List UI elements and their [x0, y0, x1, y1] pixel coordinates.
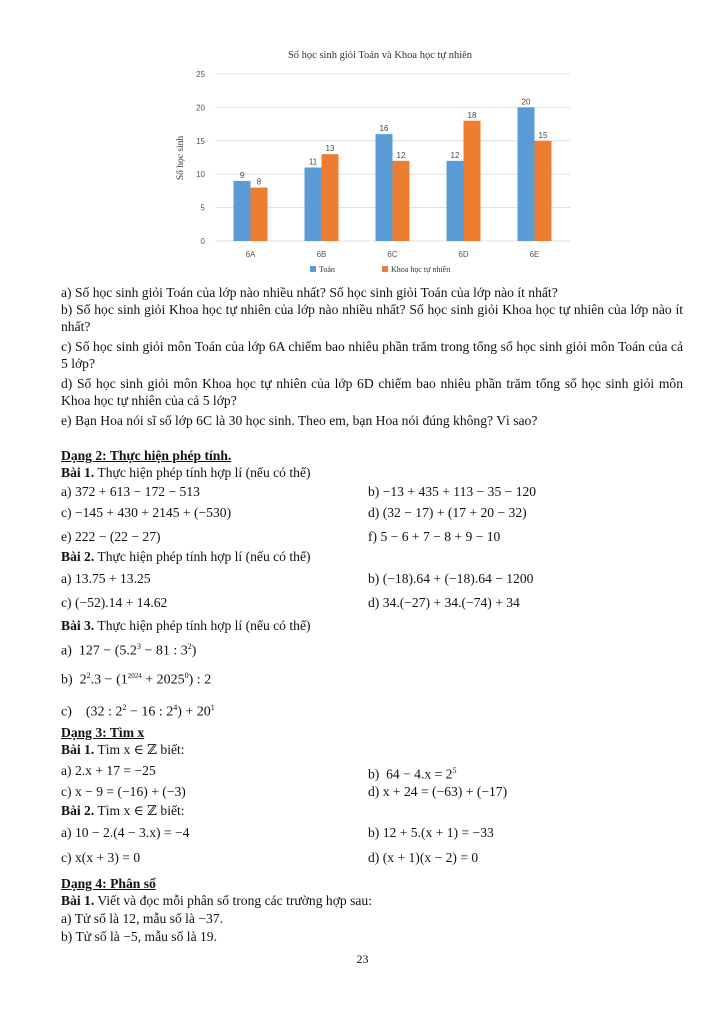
data-label: 12: [396, 150, 406, 160]
legend-swatch-khtn: [382, 266, 388, 272]
bar-toan: [305, 168, 322, 241]
bar-toan: [447, 161, 464, 241]
dang2-bai1-text: Thực hiện phép tính hợp lí (nếu có thể): [94, 465, 311, 480]
y-tick-label: 10: [196, 170, 205, 180]
y-axis-label: Số học sinh: [176, 135, 186, 181]
dang2-bai2-text: Thực hiện phép tính hợp lí (nếu có thể): [94, 549, 311, 564]
y-tick-label: 0: [200, 237, 205, 246]
dang2-bai1-e: e) 222 − (22 − 27): [61, 529, 161, 544]
dang3-bai1-b: b) $64 - 4.x = 2^5$: [368, 766, 457, 782]
x-tick-label: 6C: [387, 250, 398, 259]
data-label: 8: [256, 177, 262, 187]
question-b: b) Số học sinh giỏi Khoa học tự nhiên của lớp nào nhiều nhất? Số học sinh giỏi Khoa học tự nhiên của lớp nào ít nhất?: [61, 302, 683, 334]
dang4-bai1-a: a) Tử số là 12, mẫu số là −37.: [61, 911, 224, 926]
dang4-heading: Dạng 4: Phân số: [61, 876, 156, 891]
data-label: 15: [538, 130, 548, 140]
question-c: c) Số học sinh giỏi môn Toán của lớp 6A chiếm bao nhiêu phần trăm trong tổng số học sinh giỏi môn Toán của cả 5 lớp?: [61, 339, 683, 371]
x-tick-label: 6D: [458, 250, 469, 259]
dang3-heading: Dạng 3: Tìm x: [61, 725, 145, 740]
question-d: d) Số học sinh giỏi môn Khoa học tự nhiên của lớp 6D chiếm bao nhiêu phần trăm tổng số học sinh giỏi môn Khoa học tự nhiên của cả 5 lớp?: [61, 376, 683, 408]
dang2-bai3-text: Thực hiện phép tính hợp lí (nếu có thể): [94, 618, 311, 633]
dang4-bai1-text: Viết và đọc mỗi phân số trong các trường hợp sau:: [94, 893, 373, 908]
dang2-bai3-c: c) (32 : $2^2 - 16$ : $2^4) + 20^1$: [61, 703, 215, 720]
dang3-bai1-text: Tìm x ∈ ℤ biết:: [94, 742, 185, 757]
question-e: e) Bạn Hoa nói sĩ số lớp 6C là 30 học sinh. Theo em, bạn Hoa nói đúng không? Vì sao?: [61, 413, 538, 428]
chart-title: Số học sinh giỏi Toán và Khoa học tự nhiên: [287, 50, 473, 61]
dang2-bai1-d: d) (32 − 17) + (17 + 20 − 32): [368, 505, 527, 520]
y-tick-label: 5: [200, 203, 205, 213]
dang2-bai3-a: a) $127 - (5.2^3 - 81$ : $3^2$): [61, 642, 197, 659]
dang3-bai1-c: c) x − 9 = (−16) + (−3): [61, 784, 186, 799]
dang2-bai1: [61, 465, 683, 482]
x-tick-label: 6A: [245, 250, 256, 259]
dang2-heading: Dạng 2: Thực hiện phép tính.: [61, 448, 232, 463]
dang2-bai3: [61, 618, 683, 635]
dang4-bai1-label: Bài 1.: [61, 893, 95, 908]
legend-label-toan: Toán: [319, 265, 335, 274]
dang3-bai1-label: Bài 1.: [61, 742, 95, 757]
data-label: 11: [308, 157, 318, 167]
dang2-bai3-label: Bài 3.: [61, 618, 95, 633]
bar-toan: [234, 181, 251, 241]
dang3-bai1: [61, 742, 683, 759]
dang2-bai1-b: b) −13 + 435 + 113 − 35 − 120: [368, 484, 537, 499]
x-tick-label: 6B: [316, 250, 327, 259]
bar-khtn: [464, 121, 481, 241]
dang2-bai1-c: c) −145 + 430 + 2145 + (−530): [61, 505, 232, 520]
bar-toan: [376, 134, 393, 241]
dang2-bai2-c: c) (−52).14 + 14.62: [61, 595, 168, 610]
legend-swatch-toan: [310, 266, 316, 272]
dang4-bai1-b: b) Tử số là −5, mẫu số là 19.: [61, 929, 217, 944]
y-tick-label: 25: [196, 70, 205, 79]
page-number: 23: [356, 952, 369, 966]
dang3-bai2-d: d) (x + 1)(x − 2) = 0: [368, 850, 479, 865]
dang3-bai1-d: d) x + 24 = (−63) + (−17): [368, 784, 508, 799]
dang3-bai2-text: Tìm x ∈ ℤ biết:: [94, 803, 185, 818]
dang2-bai1-a: a) 372 + 613 − 172 − 513: [61, 484, 200, 499]
dang2-bai2-d: d) 34.(−27) + 34.(−74) + 34: [368, 595, 520, 610]
data-label: 12: [450, 150, 460, 160]
bar-khtn: [393, 161, 410, 241]
dang2-bai3-b: b) $2^2.3 - (1^{2024} + 2025^0)$ : 2: [61, 671, 212, 688]
data-label: 18: [467, 110, 477, 120]
dang2-bai1-label: Bài 1.: [61, 465, 95, 480]
data-label: 20: [521, 97, 531, 107]
data-label: 16: [379, 124, 389, 134]
dang2-bai1-f: f) 5 − 6 + 7 − 8 + 9 − 10: [368, 529, 501, 544]
dang3-bai2-label: Bài 2.: [61, 803, 95, 818]
bar-khtn: [535, 141, 552, 241]
legend-label-khtn: Khoa học tự nhiên: [391, 265, 451, 274]
bar-toan: [518, 107, 535, 241]
y-tick-label: 15: [196, 136, 205, 146]
x-tick-label: 6E: [529, 250, 540, 259]
dang2-bai2-a: a) 13.75 + 13.25: [61, 571, 151, 586]
bar-chart: [170, 40, 580, 280]
dang3-bai2-c: c) x(x + 3) = 0: [61, 850, 141, 865]
dang2-bai2-b: b) (−18).64 + (−18).64 − 1200: [368, 571, 534, 586]
dang2-bai2-label: Bài 2.: [61, 549, 95, 564]
dang4-bai1: [61, 893, 683, 910]
question-a: a) Số học sinh giỏi Toán của lớp nào nhiều nhất? Số học sinh giỏi Toán của lớp nào ít nhất?: [61, 285, 558, 300]
bar-khtn: [322, 154, 339, 241]
dang3-bai1-a: a) 2.x + 17 = −25: [61, 763, 156, 778]
dang3-bai2-a: a) 10 − 2.(4 − 3.x) = −4: [61, 825, 190, 840]
data-label: 9: [239, 170, 245, 180]
data-label: 13: [325, 144, 335, 154]
dang2-bai2: [61, 549, 683, 566]
dang3-bai2-b: b) 12 + 5.(x + 1) = −33: [368, 825, 494, 840]
y-tick-label: 20: [196, 103, 205, 113]
dang3-bai2: [61, 803, 683, 820]
bar-khtn: [251, 188, 268, 241]
